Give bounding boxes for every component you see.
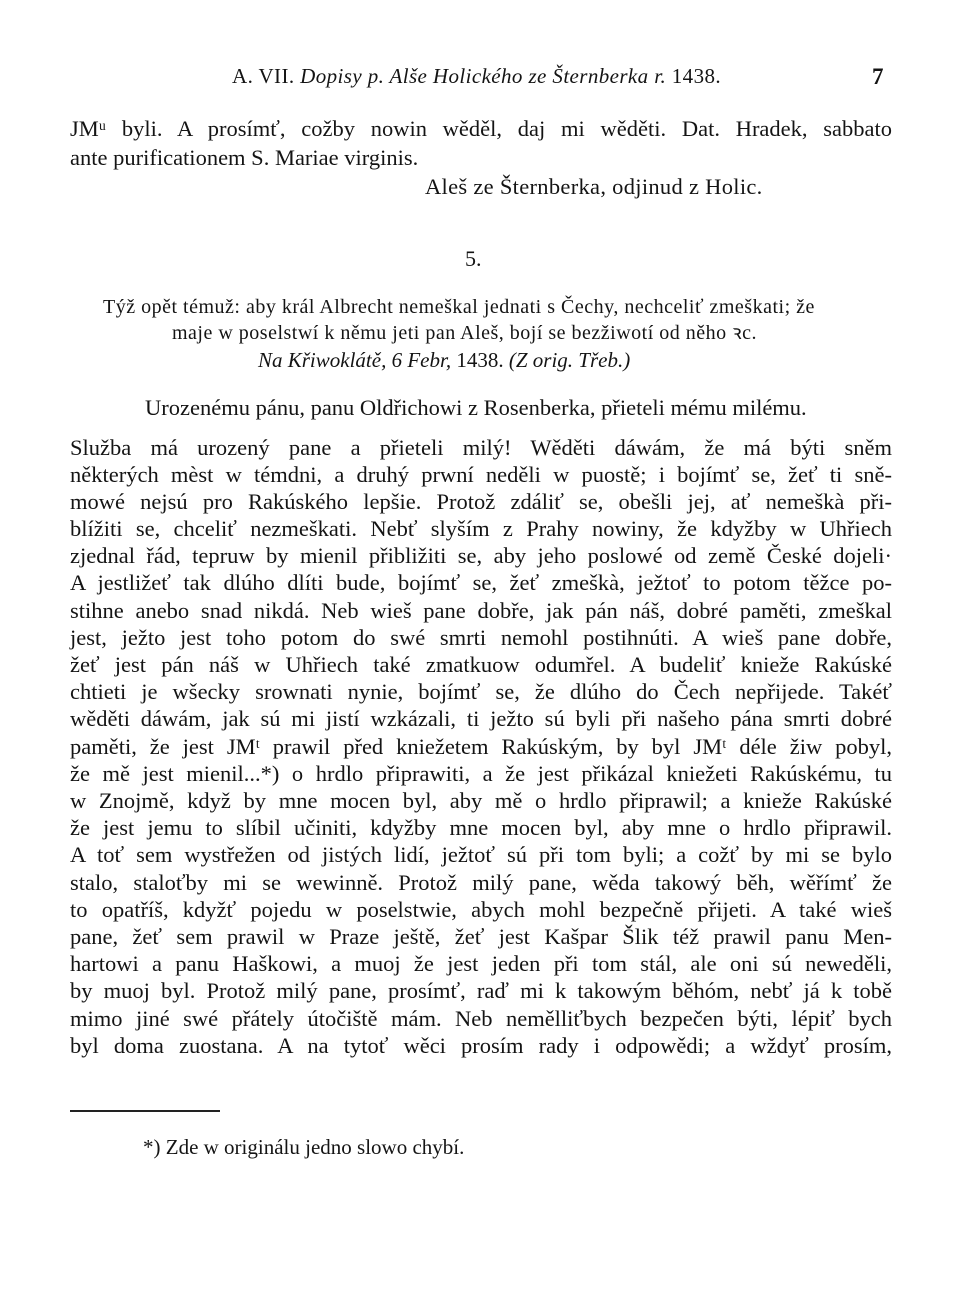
body-line: A jestližeť tak dlúho dlíti bude, bojímť se, žeť zmeškà, ježtoť to potom těžce po-	[70, 570, 892, 595]
body-line: některých mèst w témdni, a druhý prwní neděli w puostě; i bojímť se, žeť ti sně-	[70, 462, 892, 487]
body-line: mimo jiné swé přátely útočiště mám. Neb nemělliťbych bezpečen býti, lépiť bych	[70, 1006, 892, 1031]
body-line: chtieti je wšecky srownati nynie, bojímť se, že dlúho do Čech nepřijede. Takéť	[70, 679, 892, 704]
chapter-title: Dopisy p. Alše Holického ze Šternberka r.	[300, 64, 667, 88]
letter-summary-line: maje w poselstwí k němu jeti pan Aleš, bojí se bezžiwotí od něho ꝛc.	[172, 322, 758, 344]
origin-source: (Z orig. Třeb.)	[508, 348, 631, 372]
body-line: pane, žeť sem prawil w Praze ještě, žeť jest Kašpar Šlik též prawil panu Men-	[70, 924, 892, 949]
body-line: w Znojmě, když by mne mocen byl, aby mě o hrdlo připrawil; a knieže Rakúské	[70, 788, 892, 813]
footnote: *) Zde w originálu jedno slowo chybí.	[143, 1135, 465, 1159]
text-line: JMᵘ byli. A prosímť, cožby nowin wěděl, daj mi wěděti. Dat. Hradek, sabbato	[70, 116, 892, 141]
body-line: že jest jemu to slíbil učiniti, kdyžby mne mocen byl, aby mne o hrdlo připrawil.	[70, 815, 892, 840]
body-line: byl doma zuostana. A na tytoť wěci prosím rady i odpowědi; a wždyť prosím,	[70, 1033, 892, 1058]
origin-place-date: Na Křiwoklátě, 6 Febr,	[258, 348, 452, 372]
body-line: stalo, staloťby mi se wewinně. Protož milý pane, wěda takowý běh, wěřímť že	[70, 870, 892, 895]
body-line: by muoj byl. Protož milý pane, prosímť, raď mi k takowým běhóm, nebť já k tobě	[70, 978, 892, 1003]
body-line: A toť sem wystřežen od jistých lidí, ježtoť sú při tom byli; a cožť by mi se bylo	[70, 842, 892, 867]
body-line: Služba má urozený pane a přieteli milý! Wěděti dáwám, že má býti sněm	[70, 435, 892, 460]
letter-origin	[258, 348, 630, 373]
page-number: 7	[872, 64, 884, 89]
body-line: wěděti dáwám, jak sú mi jistí wzkázali, ti ježto sú byli při našeho pána smrti dobré	[70, 706, 892, 731]
section-label: A. VII.	[232, 64, 295, 88]
body-line: to opatříš, kdyžť pojedu w poselstwie, abych mohl bezpečně přijeti. A také wieš	[70, 897, 892, 922]
footnote-divider	[70, 1110, 220, 1112]
signature: Aleš ze Šternberka, odjinud z Holic.	[425, 174, 763, 199]
body-line: žeť jest pán náš w Uhřiech také zmatkuow odumřel. A budeliť knieže Rakúské	[70, 652, 892, 677]
chapter-year: 1438.	[671, 64, 722, 88]
body-line: paměti, že jest JMᵗ prawil před kniežetem Rakúským, by byl JMᵗ déle žiw pobyl,	[70, 734, 892, 759]
running-head	[232, 64, 721, 89]
body-line: hartowi a panu Haškowi, a muoj že jest jeden při tom stál, ale oni sú neweděli,	[70, 951, 892, 976]
body-line: jest, ježto jest toho potom do swé smrti nemohl postihnúti. A wieš pane dobře,	[70, 625, 892, 650]
body-line: stihne anebo snad nikdá. Neb wieš pane dobře, jak pán náš, dobré paměti, zmeškal	[70, 598, 892, 623]
text-line: ante purificationem S. Mariae virginis.	[70, 145, 419, 170]
letter-number: 5.	[465, 246, 482, 271]
origin-year: 1438.	[456, 348, 504, 372]
letter-address: Urozenému pánu, panu Oldřichowi z Rosenberka, přieteli mému milému.	[145, 395, 807, 420]
body-line: blížiti se, chceliť nezmeškati. Nebť slyším z Prahy nowiny, že kdyžby w Uhřiech	[70, 516, 892, 541]
body-line: mowé nejsú pro Rakúského lepšie. Protož zdáliť se, obešli jej, ať nemeškà při-	[70, 489, 892, 514]
body-line: že mě jest mienil...*) o hrdlo připrawiti, a že jest přikázal kniežeti Rakúskému, tu	[70, 761, 892, 786]
body-line: zjednal řád, tepruw by mienil přibližiti se, aby jeho poslowé od země České dojeli·	[70, 543, 892, 568]
letter-summary-line: Týž opět témuž: aby král Albrecht nemeškal jednati s Čechy, nechceliť zmeškati; že	[103, 296, 815, 318]
